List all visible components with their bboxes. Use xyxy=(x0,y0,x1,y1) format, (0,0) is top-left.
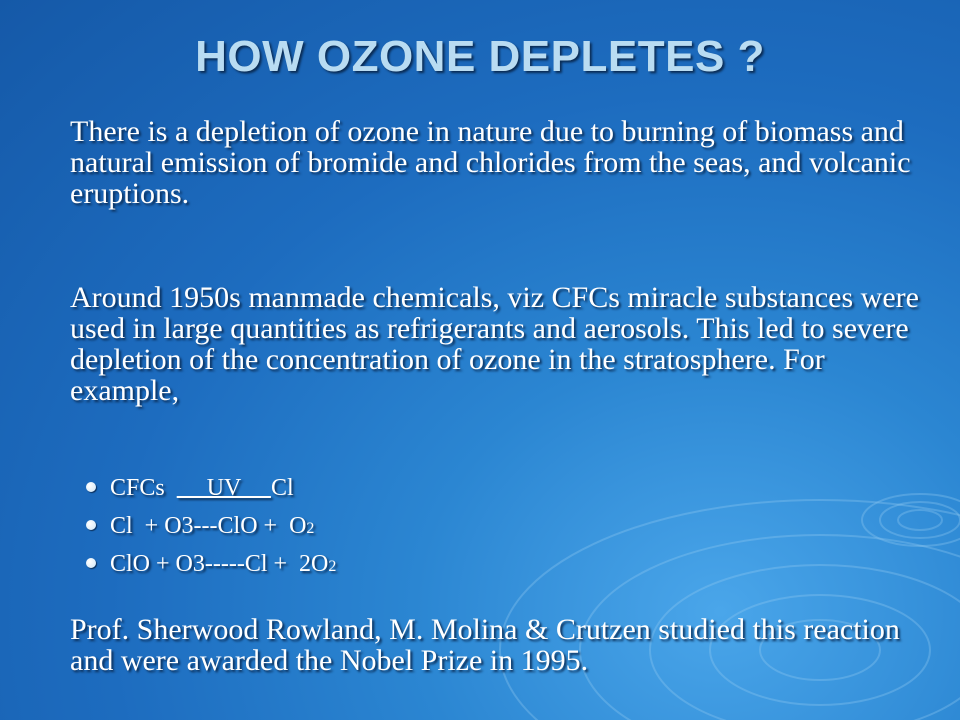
bullet-dot-icon xyxy=(86,558,96,568)
reaction-equation: Cl + O3---ClO + O xyxy=(110,513,307,539)
list-item xyxy=(86,548,786,586)
reaction-product: Cl xyxy=(270,475,294,501)
subscript: 2 xyxy=(328,558,337,575)
paragraph-nobel-prize: Prof. Sherwood Rowland, M. Molina & Crutzen studied this reaction and were awarded the Nobel Prize in 1995. xyxy=(70,613,900,677)
bullet-dot-icon xyxy=(86,520,96,530)
list-item xyxy=(86,510,786,548)
paragraph-manmade-chemicals: Around 1950s manmade chemicals, viz CFCs miracle substances were used in large quantities as refrigerants and aerosols. This led to severe depletion of the concentration of ozone in the stratosphere. For example, xyxy=(70,281,919,407)
reaction-condition: UV xyxy=(176,475,271,501)
subscript: 2 xyxy=(306,520,315,537)
slide-title: HOW OZONE DEPLETES ? xyxy=(195,32,765,81)
reaction-list xyxy=(86,472,786,586)
reaction-equation: ClO + O3-----Cl + 2O xyxy=(110,551,329,577)
paragraph-natural-depletion: There is a depletion of ozone in nature due to burning of biomass and natural emission of bromide and chlorides from the seas, and volcanic eruptions. xyxy=(70,115,911,210)
bullet-dot-icon xyxy=(86,482,96,492)
reaction-reactant: CFCs xyxy=(110,475,177,501)
list-item xyxy=(86,472,786,510)
